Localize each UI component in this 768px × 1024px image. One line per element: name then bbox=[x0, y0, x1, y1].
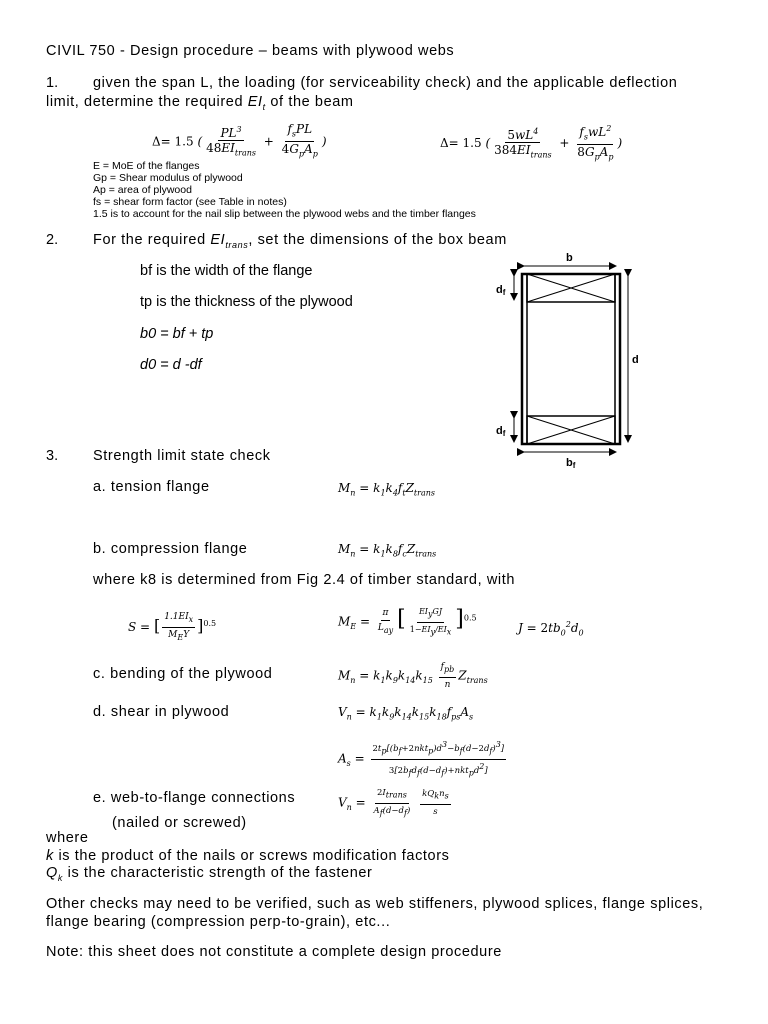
definition-fs: fs = shear form factor (see Table in notes) bbox=[93, 196, 287, 208]
definition-ap: Ap = area of plywood bbox=[93, 184, 192, 196]
deflection-formula-point-load: Δ= 1.5 ( $PL^3$ $48EI_{trans}$ + $f_sPL$ $4G_pA_p$ ) bbox=[152, 122, 327, 159]
formula-b: $M_n = k_1k_8f_cZ_{trans}$ bbox=[338, 542, 437, 559]
diagram-label-d: d bbox=[632, 354, 639, 366]
check-e-subnote: (nailed or screwed) bbox=[112, 815, 247, 831]
check-a-tension-flange: a. tension flange bbox=[93, 479, 210, 495]
k-definition: k is the product of the nails or screws modification factors bbox=[46, 848, 450, 864]
where-label: where bbox=[46, 830, 89, 846]
formula-d: $V_n = k_1k_9k_{14}k_{15}k_{18}f_{ps}A_s$ bbox=[338, 705, 474, 722]
other-checks-line-2: flange bearing (compression perp-to-grain), etc... bbox=[46, 914, 391, 930]
step-1-number: 1. bbox=[46, 75, 59, 91]
definition-nail-slip: 1.5 is to account for the nail slip between the plywood webs and the timber flanges bbox=[93, 208, 476, 220]
step-1-line-1: given the span L, the loading (for serviceability check) and the applicable deflection bbox=[93, 75, 678, 91]
step-3-number: 3. bbox=[46, 448, 59, 464]
check-e-web-to-flange: e. web-to-flange connections bbox=[93, 790, 296, 806]
diagram-label-df-top: df bbox=[496, 284, 506, 297]
step-1-line-2: limit, determine the required $EI_t$ of the beam bbox=[46, 94, 354, 112]
definition-e: E = MoE of the flanges bbox=[93, 160, 200, 172]
step-2-number: 2. bbox=[46, 232, 59, 248]
formula-a: $M_n = k_1k_4f_tZ_{trans}$ bbox=[338, 481, 435, 498]
other-checks-line-1: Other checks may need to be verified, such as web stiffeners, plywood splices, flange splices, bbox=[46, 896, 704, 912]
definition-gp: Gp = Shear modulus of plywood bbox=[93, 172, 243, 184]
formula-c: $M_n = k_1k_9k_{14}k_{15}$ $f_{pb}$ n $Z_{trans}$ bbox=[338, 662, 488, 690]
qk-definition: $Q_k$ is the characteristic strength of the fastener bbox=[46, 865, 373, 883]
diagram-label-b: b bbox=[566, 252, 573, 264]
step-2-item-b0: b0 = bf + tp bbox=[140, 326, 214, 342]
formula-as: $A_s$ = $2t_p[(b_f+2nkt_p)d^3-b_f(d-2d_f)^3]$ $3[2b_fd_f(d-d_f)+nkt_pd^2]$ bbox=[338, 740, 505, 778]
box-beam-diagram bbox=[488, 246, 658, 481]
deflection-formula-udl: Δ= 1.5 ( $5wL^4$ $384EI_{trans}$ + $f_swL^2$ $8G_pA_p$ ) bbox=[440, 124, 623, 162]
check-c-bending-plywood: c. bending of the plywood bbox=[93, 666, 273, 682]
diagram-label-df-bottom: df bbox=[496, 425, 506, 438]
step-2-text: For the required $EI_{trans}$, set the dimensions of the box beam bbox=[93, 232, 507, 250]
formula-s: S = [ $1.1EI_x$ $M_EY$ ]$^{0.5}$ bbox=[128, 612, 217, 642]
formula-e: $V_n$ = $2I_{trans}$ $A_f(d-d_f)$ $kQ_kn_s$ s bbox=[338, 788, 449, 818]
step-3-heading: Strength limit state check bbox=[93, 448, 271, 464]
note: Note: this sheet does not constitute a complete design procedure bbox=[46, 944, 502, 960]
step-2-item-d0: d0 = d -df bbox=[140, 357, 202, 373]
step-2-item-tp: tp is the thickness of the plywood bbox=[140, 294, 353, 310]
diagram-label-bf: bf bbox=[566, 457, 576, 470]
where-k8-text: where k8 is determined from Fig 2.4 of timber standard, with bbox=[93, 572, 516, 588]
check-d-shear-plywood: d. shear in plywood bbox=[93, 704, 230, 720]
formula-j: $J = 2tb_0^2d_0$ bbox=[518, 620, 584, 638]
page-title: CIVIL 750 - Design procedure – beams with plywood webs bbox=[46, 43, 455, 59]
check-b-compression-flange: b. compression flange bbox=[93, 541, 248, 557]
formula-me: $M_E$ = π $L_{ay}$ [ $EI_yGJ$ $1-EI_y/EI_x$ ]$^{0.5}$ bbox=[338, 606, 477, 637]
step-2-item-bf: bf is the width of the flange bbox=[140, 263, 313, 279]
